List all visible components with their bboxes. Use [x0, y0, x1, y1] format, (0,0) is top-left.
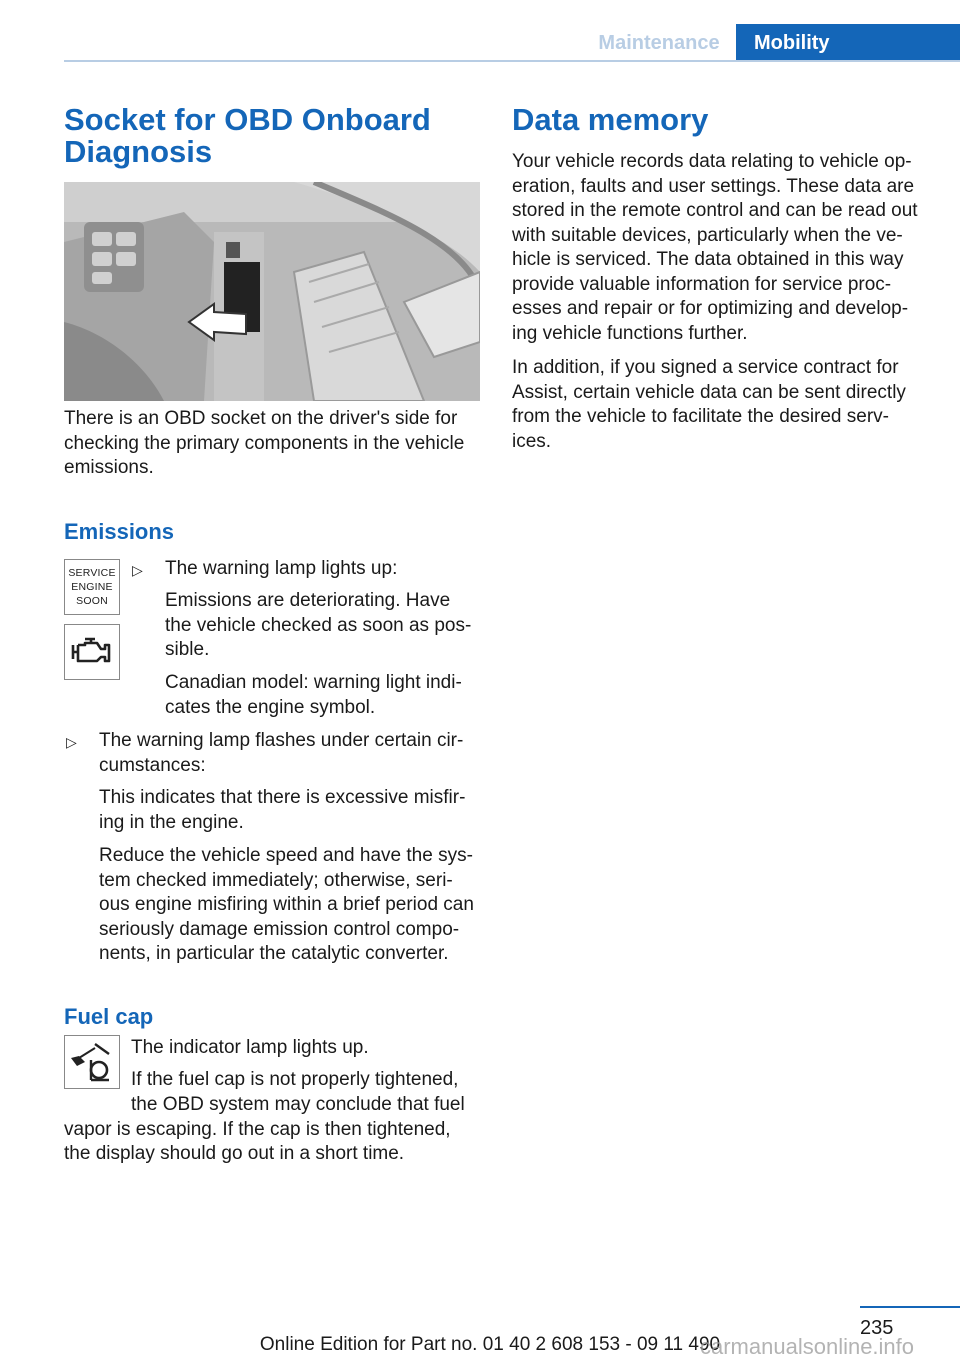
bullet-marker: ▷: [66, 734, 77, 750]
bullet1-paragraph-1: [165, 589, 495, 663]
text-line: Your vehicle records data relating to vehicle op-: [512, 151, 912, 172]
emissions-heading: Emissions: [64, 519, 175, 544]
text-line: from the vehicle to facilitate the desired serv-: [512, 406, 890, 427]
section-title-data-memory: Data memory: [512, 102, 709, 137]
bullet-marker: ▷: [132, 562, 143, 578]
obd-intro-paragraph: [64, 407, 484, 481]
data-memory-paragraph-1: [512, 150, 942, 346]
watermark: carmanualsonline.info: [700, 1334, 915, 1359]
intro-line: There is an OBD socket on the driver's side for: [64, 408, 458, 429]
text-line: The warning lamp flashes under certain cir-: [99, 730, 464, 751]
bullet1-lead: The warning lamp lights up:: [165, 558, 398, 579]
fuel-cap-heading: Fuel cap: [64, 1004, 154, 1029]
text-line: Emissions are deteriorating. Have: [165, 590, 451, 611]
text-line: cates the engine symbol.: [165, 696, 376, 718]
service-icon-text: SERVICE: [68, 567, 116, 579]
text-line: tem checked immediately; otherwise, seri-: [99, 869, 453, 891]
bullet2-lead: [99, 729, 499, 778]
service-icon-text: ENGINE: [71, 581, 113, 593]
text-line: This indicates that there is excessive misfir-: [99, 787, 466, 808]
text-line: seriously damage emission control compo-: [99, 918, 460, 940]
service-engine-soon-icon: [64, 559, 120, 615]
header-rule: [64, 60, 960, 62]
text-line: ices.: [512, 430, 552, 452]
fuel-cap-line-2: If the fuel cap is not properly tightened,: [131, 1069, 459, 1090]
fuel-cap-icon: [64, 1035, 120, 1089]
check-engine-icon: [64, 624, 120, 680]
title-line-1: Socket for OBD Onboard: [64, 102, 431, 137]
fuel-cap-line-4: vapor is escaping. If the cap is then tightened,: [64, 1119, 451, 1140]
bullet1-paragraph-2: [165, 671, 495, 720]
text-line: the vehicle checked as soon as pos-: [165, 614, 472, 636]
service-icon-text: SOON: [76, 595, 108, 607]
text-line: cumstances:: [99, 754, 206, 776]
bullet2-paragraph-1: [99, 786, 499, 835]
fuel-cap-line-3: the OBD system may conclude that fuel: [131, 1094, 465, 1115]
text-line: Reduce the vehicle speed and have the sys-: [99, 845, 473, 866]
text-line: esses and repair or for optimizing and develop-: [512, 298, 909, 319]
text-line: with suitable devices, particularly when the ve-: [512, 224, 903, 246]
text-line: ous engine misfiring within a brief period can: [99, 894, 474, 915]
bullet2-paragraph-2: [99, 844, 499, 967]
title-line-2: Diagnosis: [64, 134, 213, 169]
text-line: In addition, if you signed a service contract for: [512, 357, 899, 378]
text-line: provide valuable information for service proc-: [512, 273, 892, 295]
data-memory-paragraph-2: [512, 356, 942, 454]
text-line: stored in the remote control and can be read out: [512, 200, 918, 221]
text-line: Assist, certain vehicle data can be sent directly: [512, 381, 906, 403]
text-line: sible.: [165, 639, 210, 660]
obd-socket-illustration: [64, 182, 480, 401]
tab-mobility[interactable]: Mobility: [736, 24, 960, 62]
intro-line: emissions.: [64, 457, 154, 478]
text-line: eration, faults and user settings. These data are: [512, 175, 915, 197]
text-line: ing in the engine.: [99, 811, 244, 833]
section-title-obd: [64, 104, 484, 168]
intro-line: checking the primary components in the vehicle: [64, 432, 465, 454]
fuel-cap-line-5: the display should go out in a short time.: [64, 1143, 405, 1164]
page-number: 235: [860, 1317, 894, 1339]
footer-rule: [860, 1306, 960, 1308]
text-line: nents, in particular the catalytic converter.: [99, 943, 449, 964]
text-line: ing vehicle functions further.: [512, 322, 748, 344]
tab-maintenance[interactable]: Maintenance: [598, 32, 720, 54]
text-line: Canadian model: warning light indi-: [165, 672, 462, 693]
obd-socket-photo: [64, 182, 480, 401]
text-line: hicle is serviced. The data obtained in this way: [512, 249, 904, 270]
edition-footer: Online Edition for Part no. 01 40 2 608 153 - 09 11 490: [259, 1334, 721, 1355]
fuel-cap-line-1: The indicator lamp lights up.: [131, 1037, 369, 1058]
